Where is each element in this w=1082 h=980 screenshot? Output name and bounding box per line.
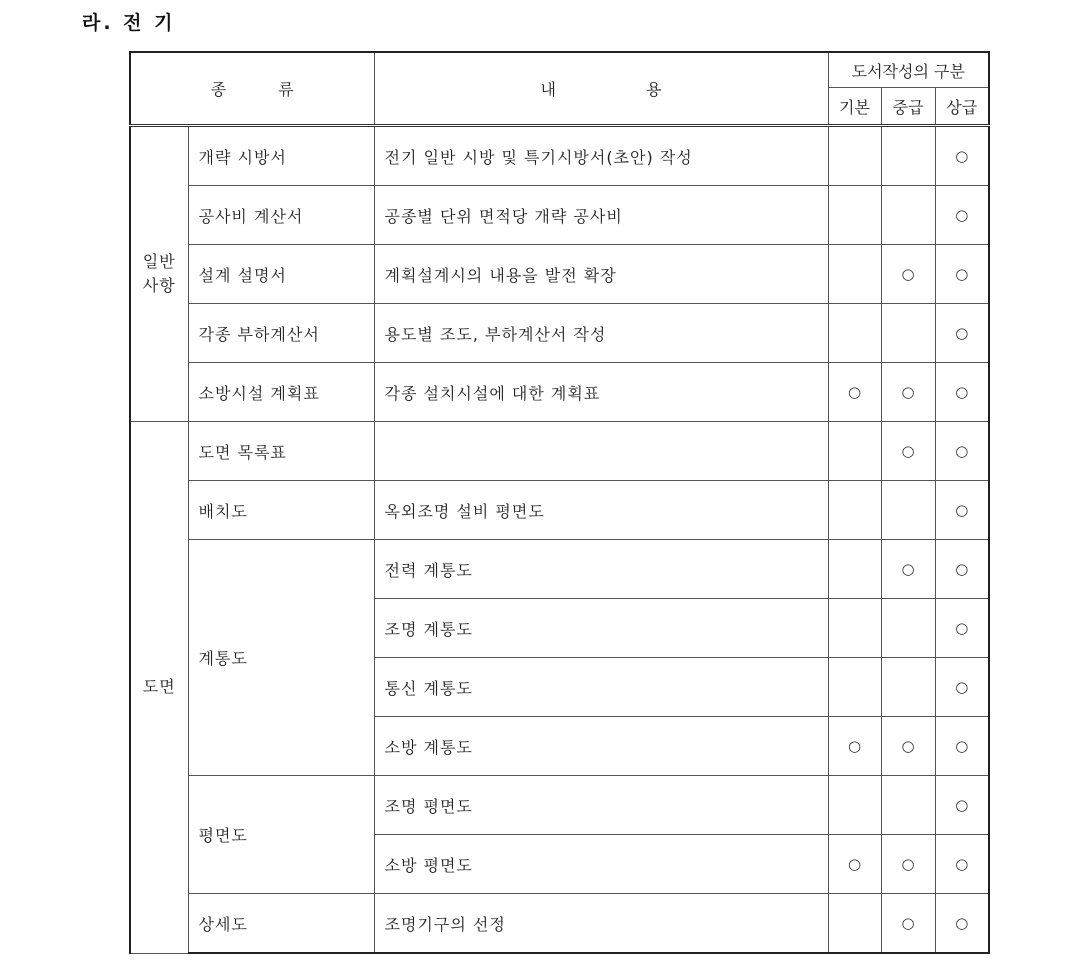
item-name: 설계 설명서 bbox=[188, 245, 374, 304]
item-name: 평면도 bbox=[188, 776, 374, 894]
mark-mid bbox=[881, 599, 935, 658]
item-content: 각종 설치시설에 대한 계획표 bbox=[374, 363, 828, 422]
mark-mid: ○ bbox=[881, 835, 935, 894]
item-content: 통신 계통도 bbox=[374, 658, 828, 717]
item-content: 전력 계통도 bbox=[374, 540, 828, 599]
table-row bbox=[130, 126, 989, 186]
mark-basic bbox=[828, 540, 881, 599]
item-name: 개략 시방서 bbox=[188, 126, 374, 186]
mark-basic bbox=[828, 245, 881, 304]
item-content bbox=[374, 422, 828, 481]
mark-mid: ○ bbox=[881, 540, 935, 599]
mark-advanced: ○ bbox=[935, 186, 989, 245]
category-drawings: 도면 bbox=[130, 422, 188, 954]
mark-basic: ○ bbox=[828, 835, 881, 894]
mark-basic bbox=[828, 894, 881, 954]
item-name: 도면 목록표 bbox=[188, 422, 374, 481]
mark-advanced: ○ bbox=[935, 363, 989, 422]
mark-mid bbox=[881, 186, 935, 245]
item-name: 배치도 bbox=[188, 481, 374, 540]
table-row bbox=[130, 304, 989, 363]
item-content: 공종별 단위 면적당 개략 공사비 bbox=[374, 186, 828, 245]
table-row bbox=[130, 540, 989, 599]
mark-mid bbox=[881, 776, 935, 835]
item-content: 전기 일반 시방 및 특기시방서(초안) 작성 bbox=[374, 126, 828, 186]
mark-basic bbox=[828, 599, 881, 658]
table-row bbox=[130, 776, 989, 835]
mark-advanced: ○ bbox=[935, 835, 989, 894]
mark-mid: ○ bbox=[881, 245, 935, 304]
category-general: 일반 사항 bbox=[130, 126, 188, 422]
mark-advanced: ○ bbox=[935, 304, 989, 363]
mark-basic bbox=[828, 481, 881, 540]
table-row bbox=[130, 245, 989, 304]
mark-basic bbox=[828, 422, 881, 481]
item-name: 공사비 계산서 bbox=[188, 186, 374, 245]
mark-advanced: ○ bbox=[935, 481, 989, 540]
table-row bbox=[130, 422, 989, 481]
mark-mid bbox=[881, 658, 935, 717]
item-content: 소방 평면도 bbox=[374, 835, 828, 894]
header-docs-group: 도서작성의 구분 bbox=[828, 52, 989, 88]
item-content: 조명기구의 선정 bbox=[374, 894, 828, 954]
mark-basic bbox=[828, 304, 881, 363]
mark-mid: ○ bbox=[881, 717, 935, 776]
mark-mid: ○ bbox=[881, 894, 935, 954]
mark-advanced: ○ bbox=[935, 776, 989, 835]
item-name: 계통도 bbox=[188, 540, 374, 776]
header-level-mid: 중급 bbox=[881, 88, 935, 126]
mark-basic bbox=[828, 186, 881, 245]
mark-mid bbox=[881, 481, 935, 540]
electrical-docs-table bbox=[129, 51, 990, 954]
section-title: 라. 전 기 bbox=[82, 12, 176, 34]
mark-advanced: ○ bbox=[935, 894, 989, 954]
mark-basic bbox=[828, 658, 881, 717]
item-content: 조명 평면도 bbox=[374, 776, 828, 835]
item-content: 옥외조명 설비 평면도 bbox=[374, 481, 828, 540]
item-content: 소방 계통도 bbox=[374, 717, 828, 776]
header-content: 내 용 bbox=[374, 52, 828, 126]
mark-mid bbox=[881, 126, 935, 186]
mark-basic bbox=[828, 776, 881, 835]
mark-advanced: ○ bbox=[935, 599, 989, 658]
mark-advanced: ○ bbox=[935, 658, 989, 717]
table-row bbox=[130, 363, 989, 422]
mark-advanced: ○ bbox=[935, 540, 989, 599]
mark-advanced: ○ bbox=[935, 245, 989, 304]
table-row bbox=[130, 894, 989, 954]
item-name: 소방시설 계획표 bbox=[188, 363, 374, 422]
header-kind: 종 류 bbox=[130, 52, 374, 126]
mark-advanced: ○ bbox=[935, 422, 989, 481]
table-row bbox=[130, 481, 989, 540]
mark-advanced: ○ bbox=[935, 126, 989, 186]
item-name: 각종 부하계산서 bbox=[188, 304, 374, 363]
mark-mid: ○ bbox=[881, 363, 935, 422]
mark-basic: ○ bbox=[828, 363, 881, 422]
item-name: 상세도 bbox=[188, 894, 374, 954]
mark-basic bbox=[828, 126, 881, 186]
mark-advanced: ○ bbox=[935, 717, 989, 776]
item-content: 계획설계시의 내용을 발전 확장 bbox=[374, 245, 828, 304]
mark-mid: ○ bbox=[881, 422, 935, 481]
table-row bbox=[130, 186, 989, 245]
item-content: 조명 계통도 bbox=[374, 599, 828, 658]
header-level-basic: 기본 bbox=[828, 88, 881, 126]
mark-basic: ○ bbox=[828, 717, 881, 776]
mark-mid bbox=[881, 304, 935, 363]
header-level-advanced: 상급 bbox=[935, 88, 989, 126]
item-content: 용도별 조도, 부하계산서 작성 bbox=[374, 304, 828, 363]
